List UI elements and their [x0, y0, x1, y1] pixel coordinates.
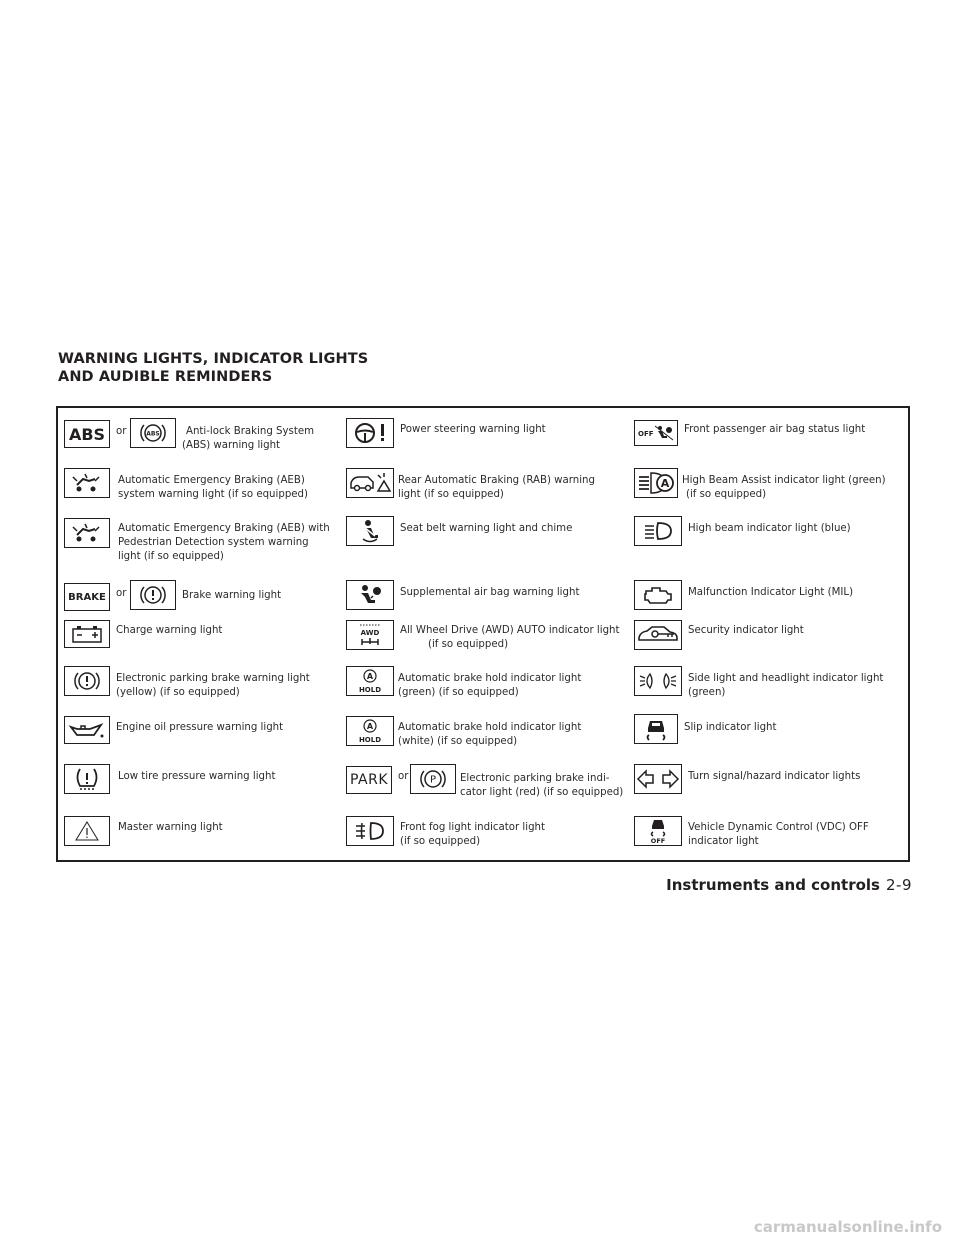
or-label: or — [116, 588, 127, 599]
or-label: or — [116, 426, 127, 437]
security-label: Security indicator light — [688, 625, 804, 636]
side-light-label: Side light and headlight indicator light (green) — [688, 673, 884, 698]
master-warning-label: Master warning light — [118, 822, 223, 833]
seat-belt-icon — [346, 516, 394, 546]
oil-pressure-label: Engine oil pressure warning light — [116, 722, 284, 733]
park-brake-label: Electronic parking brake indi- cator light (red) (if so equipped) — [460, 773, 624, 798]
parking-brake-label: Electronic parking brake warning light (yellow) (if so equipped) — [116, 673, 310, 698]
high-beam-assist-label: High Beam Assist indicator light (green) (if so equipped) — [682, 475, 886, 500]
watermark: carmanualsonline.info — [753, 1218, 942, 1236]
page-number: 2-9 — [886, 876, 912, 894]
side-light-icon — [634, 666, 682, 696]
svg-text:HOLD: HOLD — [358, 686, 382, 694]
passenger-airbag-off-icon — [634, 420, 678, 446]
steering-wheel-icon — [346, 418, 394, 448]
vdc-off-icon — [634, 816, 682, 846]
mil-label: Malfunction Indicator Light (MIL) — [688, 587, 854, 598]
turn-signal-label: Turn signal/hazard indicator lights — [688, 771, 861, 782]
svg-text:A: A — [366, 672, 374, 681]
svg-text:HOLD: HOLD — [358, 736, 382, 744]
turn-signal-icon — [634, 764, 682, 794]
high-beam-label: High beam indicator light (blue) — [688, 523, 851, 534]
warning-lights-table — [56, 406, 910, 862]
svg-text:OFF: OFF — [650, 837, 666, 845]
brake-hold-white-icon — [346, 716, 394, 746]
brake-icon: BRAKE — [64, 583, 110, 611]
svg-text:A: A — [366, 722, 374, 731]
park-icon: PARK — [346, 766, 392, 794]
svg-text:ABS: ABS — [146, 430, 160, 438]
svg-text:A: A — [660, 477, 670, 490]
front-fog-icon — [346, 816, 394, 846]
brake-circle-icon — [130, 580, 176, 610]
high-beam-assist-icon — [634, 468, 678, 498]
page-footer — [666, 876, 912, 894]
awd-icon — [346, 620, 394, 650]
abs-icon: ABS — [64, 420, 110, 448]
abs-label: Anti-lock Braking System (ABS) warning light — [182, 426, 315, 451]
rear-braking-icon — [346, 468, 394, 498]
or-label: or — [398, 771, 409, 782]
heading-line-1: WARNING LIGHTS, INDICATOR LIGHTS — [58, 351, 369, 367]
aeb-icon — [64, 468, 110, 498]
park-circle-icon — [410, 764, 456, 794]
master-warning-icon — [64, 816, 110, 846]
svg-text:OFF: OFF — [638, 430, 654, 438]
battery-icon — [64, 620, 110, 648]
airbag-icon — [346, 580, 394, 610]
high-beam-icon — [634, 516, 682, 546]
section-heading — [58, 350, 368, 386]
front-fog-label: Front fog light indicator light (if so equipped) — [400, 822, 546, 847]
charge-label: Charge warning light — [116, 625, 223, 636]
aeb-pedestrian-label: Automatic Emergency Braking (AEB) with Pedestrian Detection system warning light (if so equipped) — [118, 523, 330, 562]
awd-label: All Wheel Drive (AWD) AUTO indicator light (if so equipped) — [400, 625, 620, 650]
vdc-off-label: Vehicle Dynamic Control (VDC) OFF indicator light — [688, 822, 869, 847]
heading-line-2: AND AUDIBLE REMINDERS — [58, 369, 273, 385]
rear-braking-label: Rear Automatic Braking (RAB) warning light (if so equipped) — [398, 475, 595, 500]
slip-icon — [634, 714, 678, 744]
tire-pressure-icon — [64, 764, 110, 794]
oil-can-icon — [64, 716, 110, 744]
seat-belt-label: Seat belt warning light and chime — [400, 523, 573, 534]
passenger-airbag-label: Front passenger air bag status light — [684, 424, 866, 435]
aeb-pedestrian-icon — [64, 518, 110, 548]
svg-text:AWD: AWD — [360, 629, 380, 637]
svg-text:P: P — [429, 774, 437, 786]
engine-icon — [634, 580, 682, 610]
tire-pressure-label: Low tire pressure warning light — [118, 771, 276, 782]
brake-hold-green-label: Automatic brake hold indicator light (green) (if so equipped) — [398, 673, 582, 698]
brake-hold-white-label: Automatic brake hold indicator light (white) (if so equipped) — [398, 722, 582, 747]
parking-brake-icon — [64, 666, 110, 696]
security-car-icon — [634, 620, 682, 650]
power-steering-label: Power steering warning light — [400, 424, 546, 435]
aeb-label: Automatic Emergency Braking (AEB) system warning light (if so equipped) — [118, 475, 308, 500]
slip-label: Slip indicator light — [684, 722, 777, 733]
brake-label: Brake warning light — [182, 590, 282, 601]
airbag-label: Supplemental air bag warning light — [400, 587, 580, 598]
brake-hold-green-icon — [346, 666, 394, 696]
section-title: Instruments and controls — [666, 876, 880, 894]
abs-circle-icon — [130, 418, 176, 448]
